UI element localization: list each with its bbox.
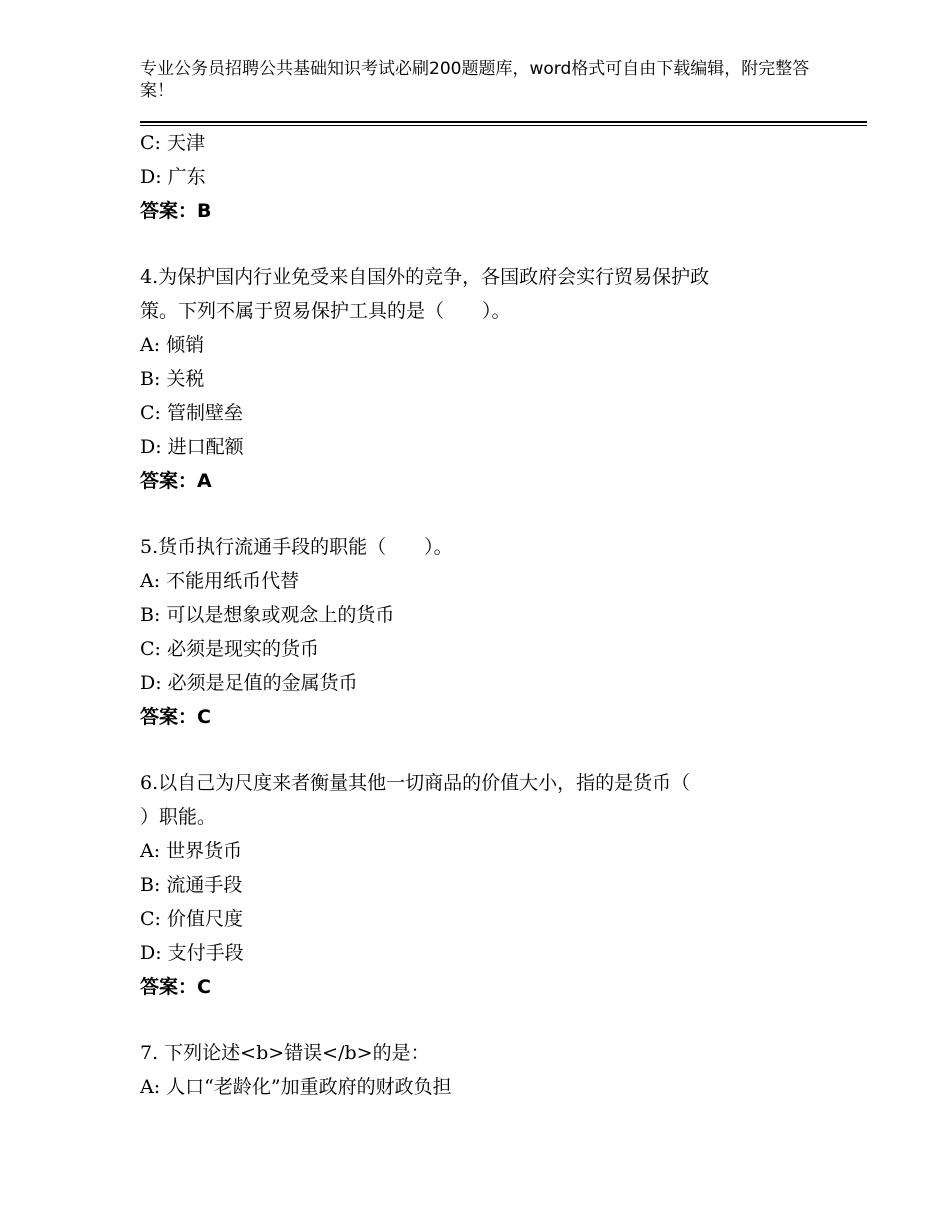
option-a: A: 人口“老龄化”加重政府的财政负担 xyxy=(140,1076,452,1098)
question-stem-cont: 策。下列不属于贸易保护工具的是（ ）。 xyxy=(140,300,511,322)
option-d: D: 支付手段 xyxy=(140,942,244,964)
option-b: B: 可以是想象或观念上的货币 xyxy=(140,604,395,626)
option-b: B: 流通手段 xyxy=(140,874,243,896)
question-7 xyxy=(140,1036,840,1104)
question-3-tail xyxy=(140,126,840,228)
question-stem: 6.以自己为尺度来者衡量其他一切商品的价值大小，指的是货币（ xyxy=(140,772,691,794)
option-c: C: 价值尺度 xyxy=(140,908,243,930)
question-stem: 5.货币执行流通手段的职能（ ）。 xyxy=(140,536,453,558)
question-list xyxy=(140,126,840,1104)
option-c: C: 管制壁垒 xyxy=(140,402,243,424)
question-6 xyxy=(140,766,840,1004)
option-d: D: 广东 xyxy=(140,166,206,188)
option-c: C: 必须是现实的货币 xyxy=(140,638,319,660)
question-4 xyxy=(140,260,840,498)
option-a: A: 倾销 xyxy=(140,334,205,356)
question-5 xyxy=(140,530,840,734)
option-d: D: 必须是足值的金属货币 xyxy=(140,672,358,694)
answer: 答案：A xyxy=(140,470,212,492)
header-rule-thick xyxy=(140,121,867,123)
answer: 答案：B xyxy=(140,200,212,222)
option-b: B: 关税 xyxy=(140,368,205,390)
answer: 答案：C xyxy=(140,706,211,728)
page-header: 专业公务员招聘公共基础知识考试必刷200题题库，word格式可自由下载编辑，附完整答案！ xyxy=(140,59,810,101)
option-a: A: 世界货币 xyxy=(140,840,243,862)
answer: 答案：C xyxy=(140,976,211,998)
question-stem: 4.为保护国内行业免受来自国外的竞争，各国政府会实行贸易保护政 xyxy=(140,266,710,288)
option-c: C: 天津 xyxy=(140,132,205,154)
option-a: A: 不能用纸币代替 xyxy=(140,570,300,592)
option-d: D: 进口配额 xyxy=(140,436,244,458)
question-stem-cont: ）职能。 xyxy=(140,806,217,828)
question-stem: 7. 下列论述<b>错误</b>的是： xyxy=(140,1042,430,1064)
